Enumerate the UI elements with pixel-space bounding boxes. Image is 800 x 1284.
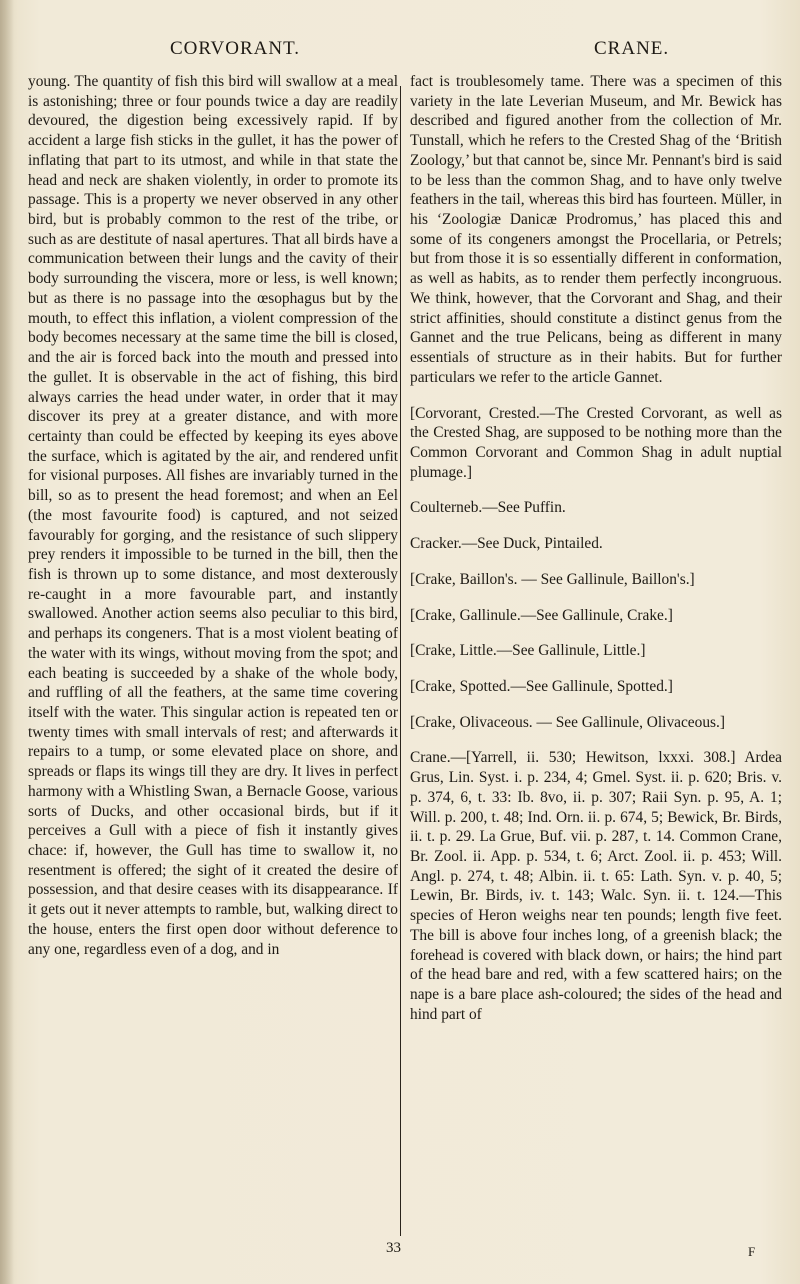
entry-crake-little: [Crake, Little.—See Gallinule, Little.] [410, 642, 646, 660]
entry-cracker: Cracker.—See Duck, Pintailed. [410, 535, 603, 553]
running-head-left: CORVORANT. [170, 38, 301, 59]
entry-crake-olivaceous: [Crake, Olivaceous. — See Gallinule, Olivaceous.] [410, 713, 725, 731]
entry-coulterneb: Coulterneb.—See Puffin. [410, 499, 566, 517]
binding-shadow [0, 0, 14, 1284]
left-column-text: young. The quantity of fish this bird will swallow at a meal is astonishing; three or four pounds twice a day are readily devoured, the digestion being excessively rapid. If by accident a large fish sticks in the gullet, it has the power of inflating that part to its utmost, and while in that state the head and neck are shaken violently, in order to promote its passage. This is a property we never observed in any other bird, but is probably common to the rest of the tribe, or such as are destitute of nasal apertures. That all birds have a communication between their lungs and the cavity of their body surrounding the viscera, more or less, is well known; but as there is no passage into the œsophagus but by the mouth, to effect this inflation, a violent compression of the body becomes necessary at the same time the bill is closed, and the air is forced back into the mouth and pressed into the gullet. It is observable in the act of fishing, this bird always carries the head under water, in order that it may discover its prey at a greater distance, and with more certainty than could be effected by keeping its eyes above the surface, which is agitated by the air, and rendered unfit for visional purposes. All fishes are invariably turned in the bill, so as to present the head foremost; and when an Eel (the most favourite food) is captured, and not seized favourably for gorging, and the resistance of such slippery prey renders it impossible to be turned in the bill, then the fish is thrown up to some distance, and most dexterously re-caught in a more favourable part, and instantly swallowed. Another action seems also peculiar to this bird, and perhaps its congeners. That is a most violent beating of the water with its wings, without moving from the spot; and each beating is succeeded by a shake of the whole body, and ruffling of all the feathers, at the same time covering itself with the water. This singular action is repeated ten or twenty times with small intervals of rest; and afterwards it repairs to a tump, or some elevated place on shore, and spreads or flaps its wings till they are dry. It lives in perfect harmony with a Whistling Swan, a Bernacle Goose, various sorts of Ducks, and other occasional birds, but if it perceives a Gull with a piece of fish it instantly gives chace: if, however, the Gull has time to swallow it, no resentment is offered; the sight of it created the desire of possession, and that desire ceases with its disappearance. If it gets out it never attempts to ramble, but, walking direct to the house, enters the first open door without deference to any one, regardless even of a dog, and in [28, 73, 398, 958]
right-column [410, 72, 782, 1040]
left-column [28, 72, 398, 959]
corvorant-continuation: fact is troublesomely tame. There was a specimen of this variety in the late Leverian Museum, and Mr. Bewick has described and figured another from the collection of Mr. Tunstall, which he refers to the Crested Shag of the ‘British Zoology,’ but that cannot be, since Mr. Pennant's bird is said to be less than the common Shag, and to have only twelve feathers in the tail, whereas this bird has fourteen. Müller, in his ‘Zoologiæ Danicæ Prodromus,’ has placed this and some of its congeners amongst the Procellaria, or Petrels; but from those it is so essentially different in conformation, as well as habits, as to render them perfectly incongruous. We think, however, that the Corvorant and Shag, and their strict affinities, should constitute a distinct genus from the Gannet and the true Pelicans, being as different in many essentials of structure as in their habits. But for further particulars we refer to the article Gannet. [410, 73, 782, 386]
column-divider [400, 86, 401, 1236]
entry-crane: Crane.—[Yarrell, ii. 530; Hewitson, lxxxi. 308.] Ardea Grus, Lin. Syst. i. p. 234, 4; Gmel. Syst. ii. p. 620; Bris. v. p. 374, 6, t. 33: Ib. 8vo, ii. p. 307; Raii Syn. p. 95, A. 1; Will. p. 200, t. 48; Ind. Orn. ii. p. 674, 5; Bewick, Br. Birds, ii. t. p. 29. La Grue, Buf. vii. p. 287, t. 14. Common Crane, Br. Zool. ii. App. p. 534, t. 6; Arct. Zool. ii. p. 453; Will. Angl. p. 274, t. 48; Albin. ii. t. 65: Lath. Syn. v. p. 40, 5; Lewin, Br. Birds, iv. t. 143; Walc. Syn. ii. t. 124.—This species of Heron weighs near ten pounds; length five feet. The bill is above four inches long, of a greenish black; the forehead is covered with black down, or hairs; the hind part of the head bare and red, with a few scattered hairs; on the nape is a bare place ash-coloured; the sides of the head and hind part of [410, 749, 782, 1023]
entry-crake-spotted: [Crake, Spotted.—See Gallinule, Spotted.] [410, 677, 673, 695]
running-head-right: CRANE. [594, 38, 670, 59]
page-number: 33 [386, 1240, 401, 1256]
entry-corvorant-crested: [Corvorant, Crested.—The Crested Corvorant, as well as the Crested Shag, are supposed to be nothing more than the Common Corvorant and Common Shag in adult nuptial plumage.] [410, 404, 782, 481]
signature-mark: F [748, 1244, 756, 1259]
entry-crake-baillons: [Crake, Baillon's. — See Gallinule, Baillon's.] [410, 570, 695, 588]
entry-crake-gallinule: [Crake, Gallinule.—See Gallinule, Crake.] [410, 606, 673, 624]
